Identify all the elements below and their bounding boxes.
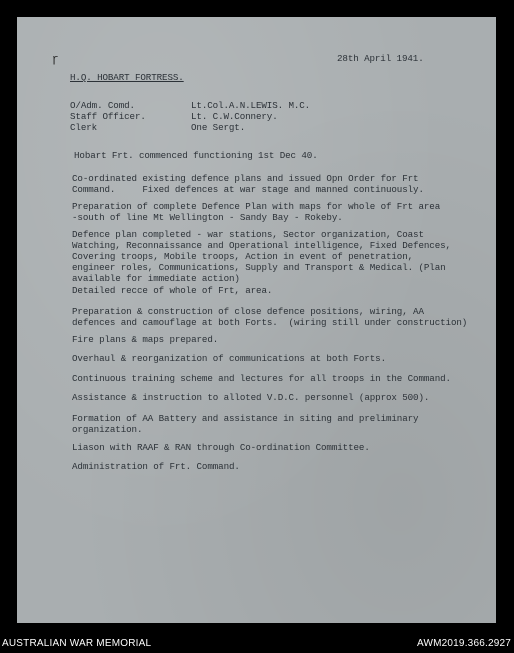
footer-accession-number: AWM2019.366.2927 bbox=[416, 638, 511, 649]
paragraph-line: Defence plan completed - war stations, Sector organization, Coast bbox=[72, 229, 424, 240]
paragraph-line: engineer roles, Communications, Supply and Transport & Medical. (Plan bbox=[72, 262, 446, 273]
document-page bbox=[17, 17, 496, 623]
paragraph-line: defences and camouflage at both Forts. (wiring still under construction) bbox=[72, 317, 468, 328]
paragraph-line: Continuous training scheme and lectures for all troops in the Command. bbox=[72, 373, 451, 384]
paragraph-line: Preparation & construction of close defence positions, wiring, AA bbox=[72, 306, 424, 317]
paragraph-line: Overhaul & reorganization of communications at both Forts. bbox=[72, 353, 386, 364]
document-heading: H.Q. HOBART FORTRESS. bbox=[70, 72, 184, 83]
staff-name: Lt. C.W.Connery. bbox=[191, 111, 278, 122]
pencil-mark-icon: ɼ bbox=[52, 54, 59, 66]
paragraph-line: Watching, Reconnaissance and Operational intelligence, Fixed Defences, bbox=[72, 240, 451, 251]
paragraph-line: available for immediate action) bbox=[72, 273, 240, 284]
paragraph-line: -south of line Mt Wellington - Sandy Bay - Rokeby. bbox=[72, 212, 343, 223]
staff-role: O/Adm. Comd. bbox=[70, 100, 135, 111]
paragraph-line: Hobart Frt. commenced functioning 1st Dec 40. bbox=[74, 150, 318, 161]
staff-role: Clerk bbox=[70, 122, 98, 133]
paragraph-line: Assistance & instruction to alloted V.D.C. personnel (approx 500). bbox=[72, 392, 430, 403]
paragraph-line: Detailed recce of whole of Frt, area. bbox=[72, 285, 273, 296]
paragraph-line: Preparation of complete Defence Plan with maps for whole of Frt area bbox=[72, 201, 441, 212]
paragraph-line: Covering troops, Mobile troops, Action in event of penetration, bbox=[72, 251, 414, 262]
paragraph-line: Formation of AA Battery and assistance in siting and preliminary bbox=[72, 413, 419, 424]
document-date: 28th April 1941. bbox=[337, 53, 424, 64]
staff-role: Staff Officer. bbox=[70, 111, 146, 122]
paragraph-line: Co-ordinated existing defence plans and issued Opn Order for Frt bbox=[72, 173, 419, 184]
paragraph-line: Administration of Frt. Command. bbox=[72, 461, 240, 472]
staff-name: One Sergt. bbox=[191, 122, 246, 133]
paragraph-line: organization. bbox=[72, 424, 143, 435]
footer-institution: AUSTRALIAN WAR MEMORIAL bbox=[2, 638, 152, 649]
paragraph-line: Command. Fixed defences at war stage and manned continuously. bbox=[72, 184, 424, 195]
staff-name: Lt.Col.A.N.LEWIS. M.C. bbox=[191, 100, 311, 111]
paragraph-line: Fire plans & maps prepared. bbox=[72, 334, 219, 345]
paragraph-line: Liason with RAAF & RAN through Co-ordination Committee. bbox=[72, 442, 370, 453]
